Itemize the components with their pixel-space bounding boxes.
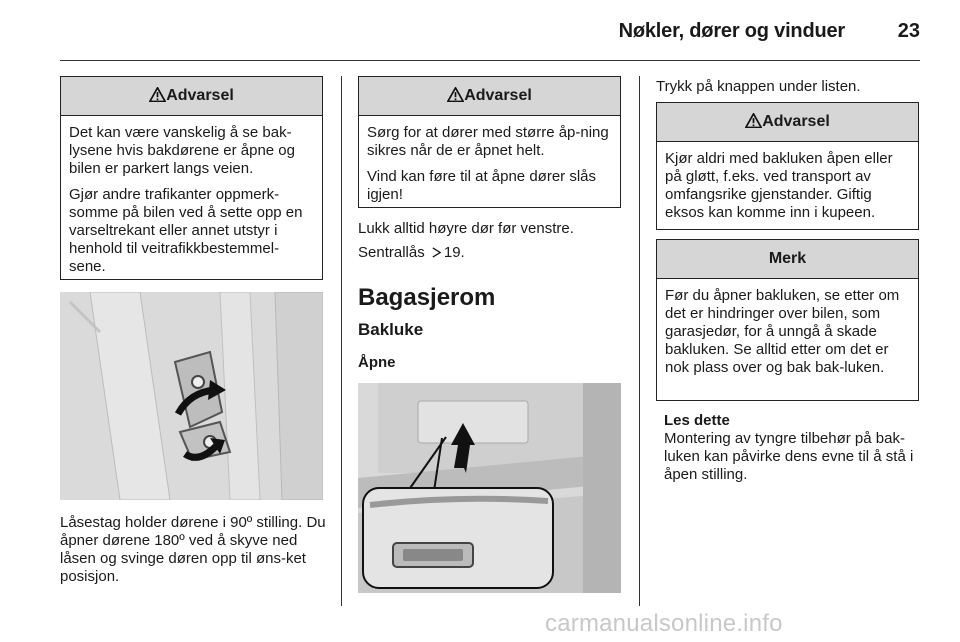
intro-text: Trykk på knappen under listen. bbox=[656, 78, 861, 95]
figure-caption: Låsestag holder dørene i 90º stilling. Du åpner dørene 180º ved å skyve ned låsen og svinge døren opp til øns-ket posisjon. bbox=[60, 514, 326, 585]
warning-paragraph: Kjør aldri med bakluken åpen eller på gløtt, f.eks. ved transport av omfangsrike gjenstander. Giftig eksos kan komme inn i kupeen. bbox=[665, 150, 893, 221]
warning-box-header bbox=[657, 103, 918, 142]
warning-box bbox=[60, 76, 323, 280]
reference-page: 19. bbox=[443, 244, 465, 261]
reference-arrow-icon bbox=[431, 247, 442, 258]
warning-title: Advarsel bbox=[166, 87, 234, 104]
warning-title: Advarsel bbox=[464, 87, 532, 104]
column-divider bbox=[639, 76, 640, 606]
warning-triangle-icon bbox=[149, 87, 166, 102]
note-box-header: Merk bbox=[657, 240, 918, 279]
tailgate-button-illustration bbox=[358, 383, 621, 593]
page-header-title: Nøkler, dører og vinduer bbox=[618, 20, 845, 42]
page-number: 23 bbox=[897, 20, 920, 42]
warning-box bbox=[656, 102, 919, 230]
body-text: Lukk alltid høyre dør før venstre. bbox=[358, 220, 574, 237]
subsubsection-heading: Åpne bbox=[358, 354, 396, 371]
reference-label: Sentrallås bbox=[358, 244, 425, 261]
door-check-strap-illustration bbox=[60, 292, 323, 500]
note-paragraph: Før du åpner bakluken, se etter om det er hindringer over bilen, som garasjedør, for å unngå å skade bakluken. Se alltid etter om det er nok plass over og bak bak-luken. bbox=[665, 287, 900, 376]
section-heading: Bagasjerom bbox=[358, 284, 496, 311]
header-rule bbox=[60, 60, 920, 61]
warning-box bbox=[358, 76, 621, 208]
watermark: carmanualsonline.info bbox=[545, 610, 783, 637]
warning-title: Advarsel bbox=[762, 113, 830, 130]
read-this-text: Montering av tyngre tilbehør på bak-luken kan påvirke dens evne til å stå i åpen stilling. bbox=[664, 430, 914, 483]
warning-paragraph: Sørg for at dører med større åp-ning sikres når de er åpnet helt. bbox=[367, 124, 609, 159]
warning-paragraph: Det kan være vanskelig å se bak-lysene hvis bakdørene er åpne og bilen er parkert langs veien. bbox=[69, 124, 295, 177]
note-box bbox=[656, 239, 919, 401]
warning-triangle-icon bbox=[447, 87, 464, 102]
warning-box-header bbox=[61, 77, 322, 116]
read-this-heading: Les dette bbox=[664, 412, 730, 429]
warning-paragraph: Gjør andre trafikanter oppmerk-somme på bilen ved å sette opp en varseltrekant eller annet utstyr i henhold til veitrafikkbestemmel-sene. bbox=[69, 186, 303, 275]
warning-triangle-icon bbox=[745, 113, 762, 128]
warning-box-header bbox=[359, 77, 620, 116]
cross-reference[interactable] bbox=[358, 244, 628, 262]
warning-paragraph: Vind kan føre til at åpne dører slås igjen! bbox=[367, 168, 596, 203]
column-divider bbox=[341, 76, 342, 606]
subsection-heading: Bakluke bbox=[358, 320, 424, 339]
